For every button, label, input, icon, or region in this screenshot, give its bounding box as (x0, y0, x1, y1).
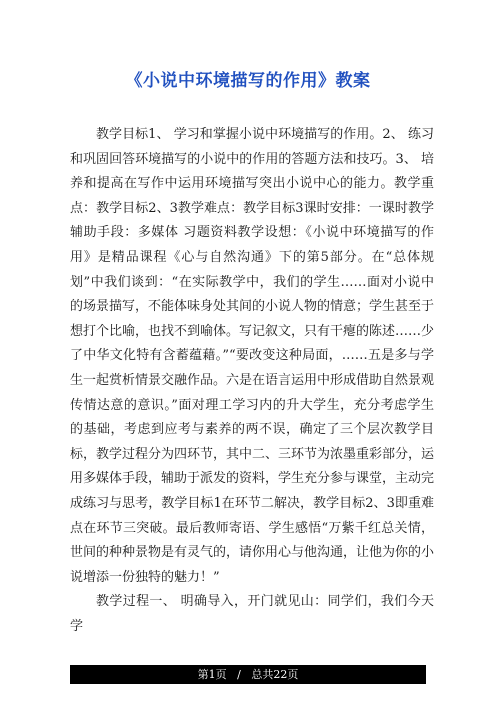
body-paragraph-process: 教学过程一、 明确导入，开门就见山：同学们，我们今天学 (70, 594, 434, 634)
document-body (70, 123, 434, 639)
document-title: 《小说中环境描写的作用》教案 (125, 71, 371, 91)
body-paragraph-objectives: 教学目标1、 学习和掌握小说中环境描写的作用。2、 练习和巩固回答环境描写的小说中的作用的答题方法和技巧。3、 培养和提高在写作中运用环境描写突出小说中心的能力。教学重点：教学目标2、3教学难点：教学目标3课时安排：一课时教学辅助手段：多媒体 习题资料教学设想：《小说中环境描写的作用》是精品课程《心与自然沟通》下的第5部分。在“总体规划”中我们谈到：“在实际教学中，我们的学生……面对小说中的场景描写，不能体味身处其间的小说人物的情意；学生甚至于想打个比喻，也找不到喻体。写记叙文，只有干瘪的陈述……少了中华文化特有含蓄蕴藉。”“要改变这种局面，……五是多与学生一起赏析情景交融作品。六是在语言运用中形成借助自然景观传情达意的意识。”面对理工学习内的升大学生，充分考虑学生的基础，考虑到应考与素养的两不误，确定了三个层次教学目标，教学过程分为四环节，其中二、三环节为浓墨重彩部分，运用多媒体手段，辅助于派发的资料，学生充分参与课堂，主动完成练习与思考，教学目标1在环节二解决，教学目标2、3即重难点在环节三突破。最后教师寄语、学生感悟“万紫千红总关情，世间的种种景物是有灵气的，请你用心与他沟通，让他为你的小说增添一份独特的魅力！” (70, 127, 435, 585)
page-indicator: 第1页 / 总共22页 (70, 665, 426, 684)
